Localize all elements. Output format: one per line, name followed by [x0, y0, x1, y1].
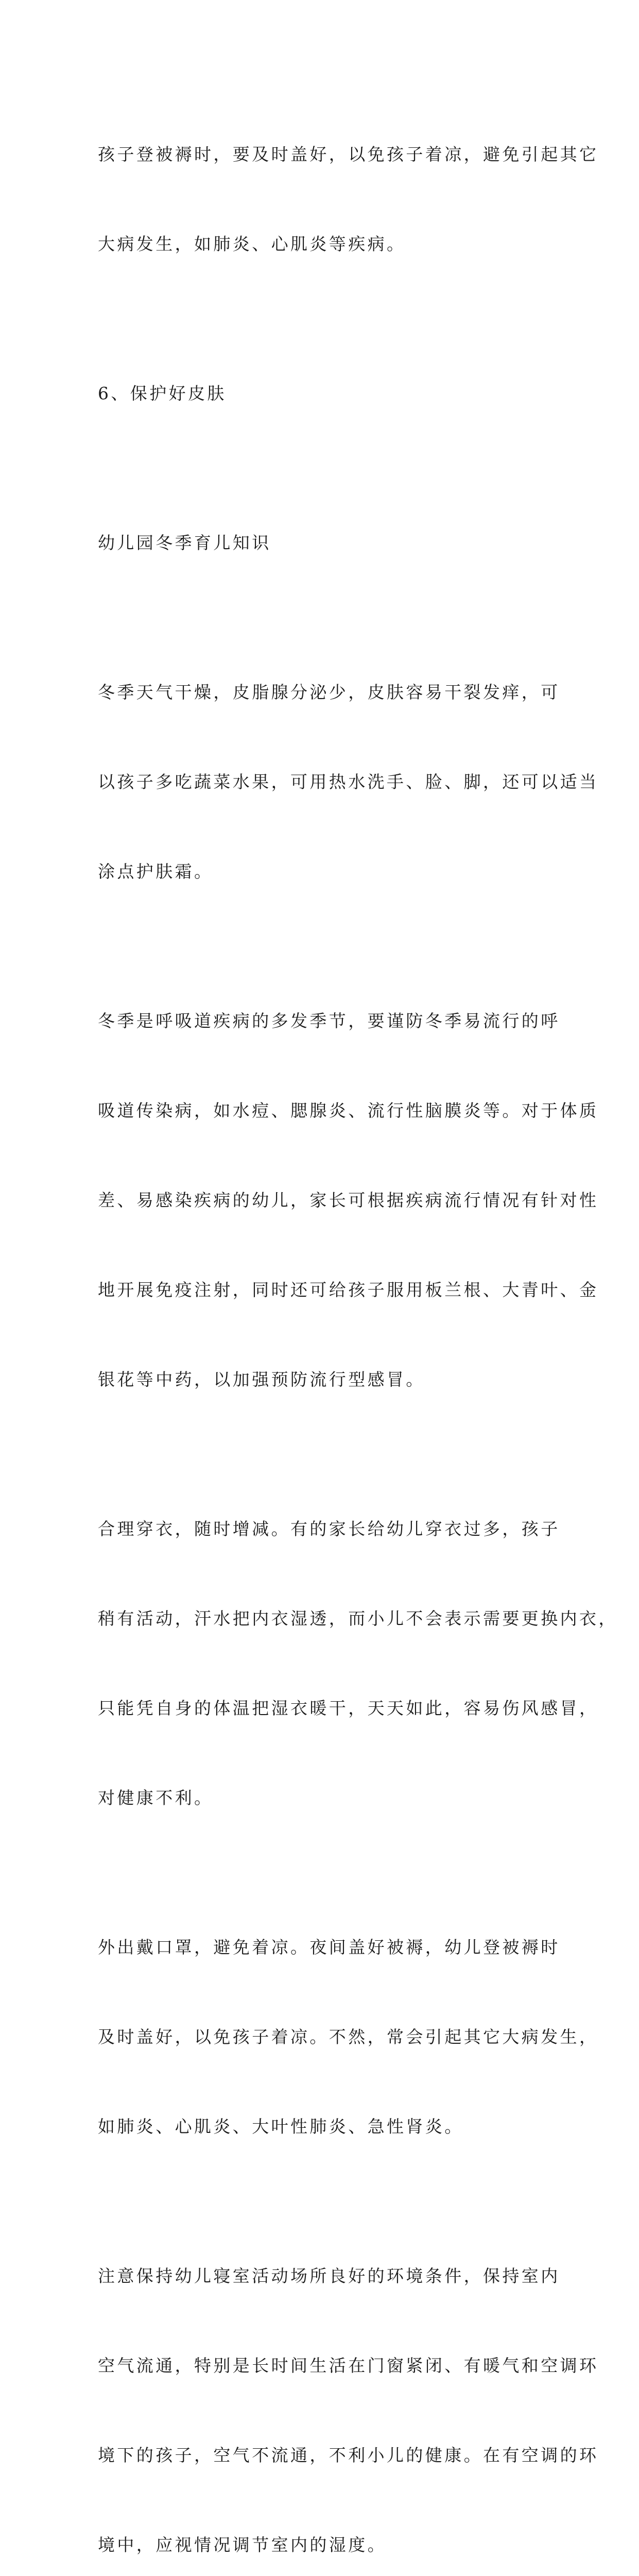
text-line: 合理穿衣，随时增减。有的家长给幼儿穿衣过多，孩子 — [98, 1519, 560, 1539]
text-line: 注意保持幼儿寝室活动场所良好的环境条件，保持室内 — [98, 2266, 560, 2286]
text-line: 空气流通，特别是长时间生活在门窗紧闭、有暖气和空调环 — [98, 2355, 599, 2376]
text-line: 稍有活动，汗水把内衣湿透，而小儿不会表示需要更换内衣， — [98, 1608, 618, 1629]
text-line: 只能凭自身的体温把湿衣暖干，天天如此，容易伤风感冒， — [98, 1698, 599, 1718]
paragraph-mask — [98, 1873, 599, 2201]
text-line: 以孩子多吃蔬菜水果，可用热水洗手、脸、脚，还可以适当 — [98, 772, 599, 792]
subheading — [98, 468, 541, 618]
paragraph-skin-care — [98, 618, 599, 946]
text-line: 孩子登被褥时，要及时盖好，以免孩子着凉，避免引起其它 — [98, 144, 599, 164]
document-body — [98, 80, 618, 2576]
text-line: 地开展免疫注射，同时还可给孩子服用板兰根、大青叶、金 — [98, 1280, 599, 1300]
text-line: 外出戴口罩，避免着凉。夜间盖好被褥，幼儿登被褥时 — [98, 1937, 560, 1957]
text-line: 差、易感染疾病的幼儿，家长可根据疾病流行情况有针对性 — [98, 1190, 599, 1210]
paragraph-clothing — [98, 1454, 618, 1873]
text-line: 及时盖好，以免孩子着凉。不然，常会引起其它大病发生， — [98, 2027, 599, 2047]
paragraph-respiratory — [98, 946, 599, 1454]
text-line: 吸道传染病，如水痘、腮腺炎、流行性脑膜炎等。对于体质 — [98, 1100, 599, 1121]
text-line: 如肺炎、心肌炎、大叶性肺炎、急性肾炎。 — [98, 2116, 464, 2137]
text-line: 境下的孩子，空气不流通，不利小儿的健康。在有空调的环 — [98, 2445, 599, 2465]
section-heading — [98, 319, 541, 468]
text-line: 对健康不利。 — [98, 1788, 214, 1808]
text-line: 冬季是呼吸道疾病的多发季节，要谨防冬季易流行的呼 — [98, 1011, 560, 1031]
heading-line: 6、保护好皮肤 — [98, 383, 227, 403]
text-line: 冬季天气干燥，皮脂腺分泌少，皮肤容易干裂发痒，可 — [98, 682, 560, 702]
heading-line: 幼儿园冬季育儿知识 — [98, 533, 271, 553]
paragraph-environment — [98, 2201, 599, 2576]
text-line: 大病发生，如肺炎、心肌炎等疾病。 — [98, 234, 406, 254]
text-line: 银花等中药，以加强预防流行型感冒。 — [98, 1369, 425, 1389]
text-line: 境中，应视情况调节室内的湿度。 — [98, 2535, 387, 2555]
paragraph-continuation — [98, 80, 599, 319]
text-line: 涂点护肤霜。 — [98, 861, 214, 882]
